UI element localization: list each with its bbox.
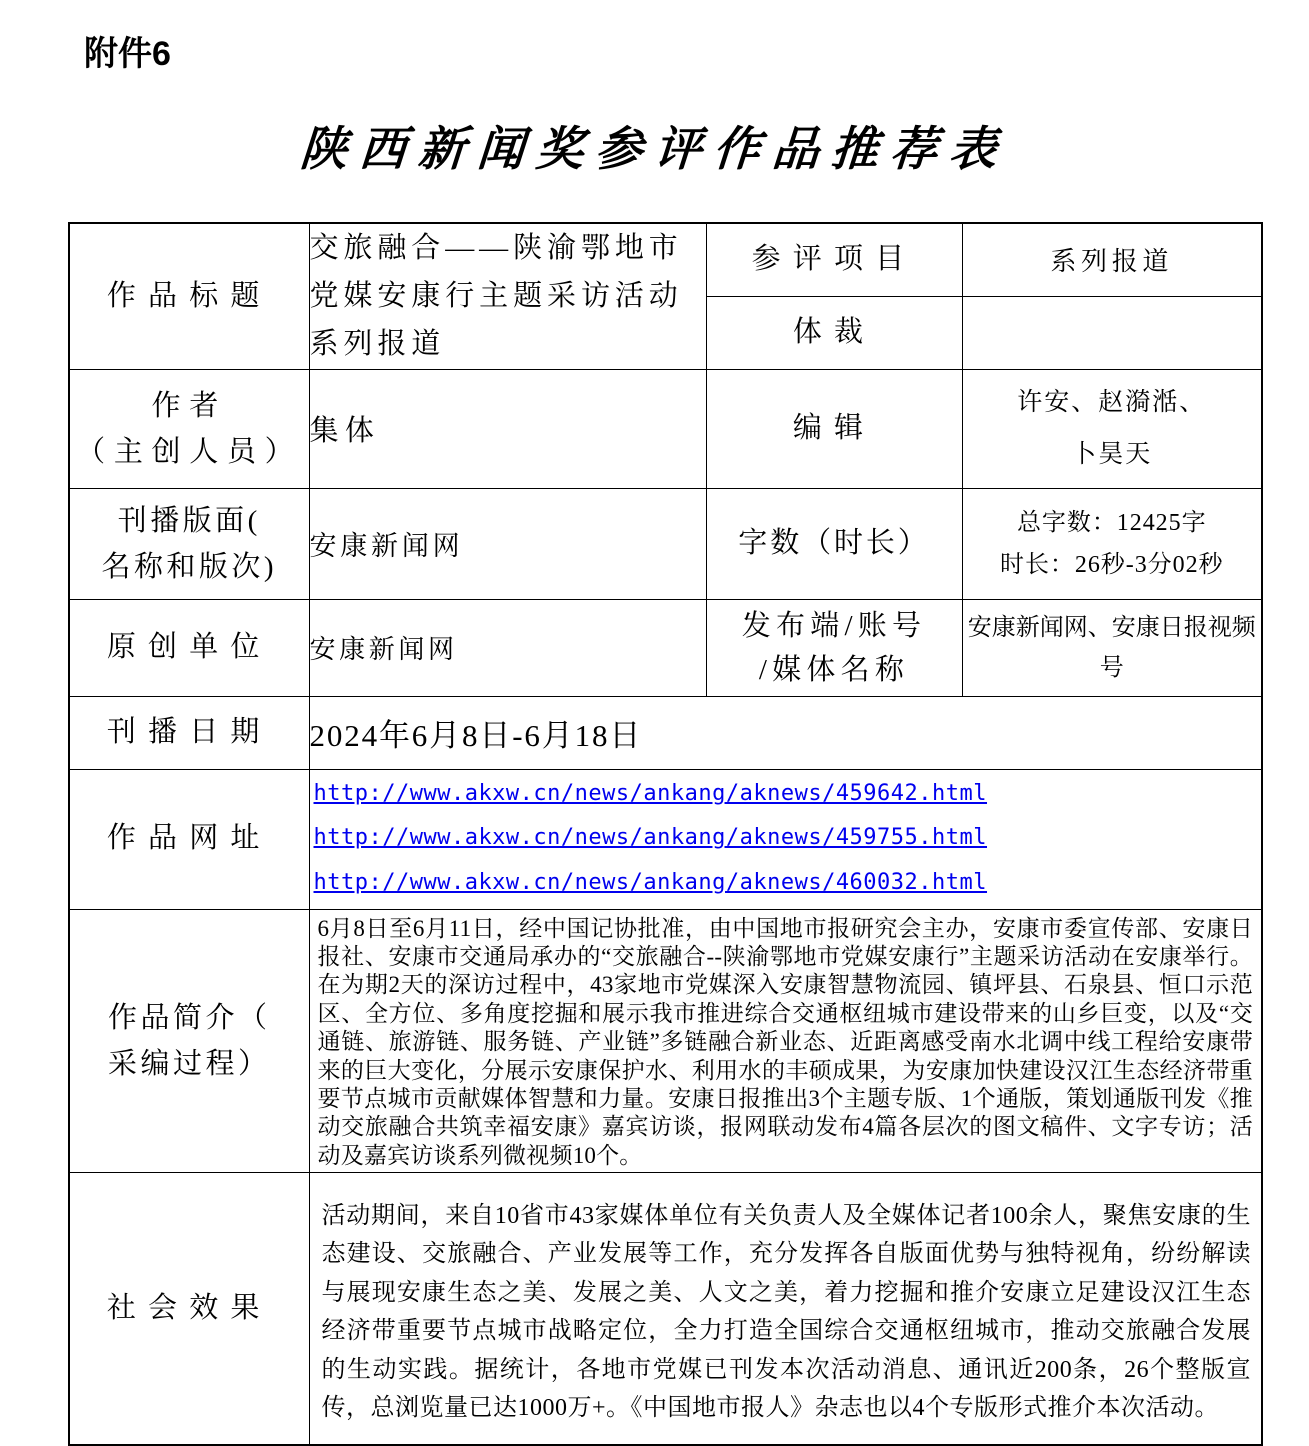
social-effect-text: 活动期间，来自10省市43家媒体单位有关负责人及全媒体记者100余人，聚焦安康的生态建设、交旅融合、产业发展等工作，充分发挥各自版面优势与独特视角，纷纷解读与展现安康生态之美、发展之美、人文之美，着力挖掘和推介安康立足建设汉江生态经济带重要节点城市战略定位，全力打造全国综合交通枢纽城市，推动交旅融合发展的生动实践。据统计，各地市党媒已刊发本次活动消息、通讯近200条，26个整版宣传，总浏览量已达1000万+。《中国地市报人》杂志也以4个专版形式推介本次活动。 (321, 1202, 1251, 1422)
genre-value (962, 296, 1262, 369)
editor-value-line2: 卜昊天 (1071, 440, 1153, 468)
attachment-label: 附件6 (84, 35, 171, 73)
publish-date-label: 刊播日期 (69, 696, 309, 769)
summary-label-line1: 作品简介（ (108, 1001, 271, 1034)
social-effect-label: 社会效果 (69, 1173, 309, 1445)
summary-label (69, 909, 309, 1173)
original-unit-value: 安康新闻网 (309, 599, 706, 696)
publish-channel-label-line1: 发布端/账号 (741, 609, 927, 642)
summary-cell (309, 909, 1262, 1173)
editor-value-line1: 许安、赵漪湉、 (1017, 388, 1207, 416)
publication-value: 安康新闻网 (309, 488, 706, 599)
work-urls-cell (309, 769, 1262, 909)
original-unit-label: 原创单位 (69, 599, 309, 696)
entry-item-label: 参评项目 (706, 223, 962, 296)
word-count-duration: 时长：26秒-3分02秒 (999, 551, 1224, 578)
publication-label-line1: 刊播版面( (117, 504, 261, 537)
work-urls-label: 作品网址 (69, 769, 309, 909)
work-url-link-3[interactable]: http://www.akxw.cn/news/ankang/aknews/460032.html (313, 869, 988, 895)
editor-value (962, 369, 1262, 488)
page-title: 陕西新闻奖参评作品推荐表 (298, 124, 1011, 176)
author-label (69, 369, 309, 488)
author-label-line1: 作者 (151, 389, 227, 422)
publish-channel-label-line2: /媒体名称 (758, 653, 910, 686)
summary-text: 6月8日至6月11日，经中国记协批准，由中国地市报研究会主办，安康市委宣传部、安康日报社、安康市交通局承办的“交旅融合--陕渝鄂地市党媒安康行”主题采访活动在安康举行。在为期2天的深访过程中，43家地市党媒深入安康智慧物流园、镇坪县、石泉县、恒口示范区、全方位、多角度挖掘和展示我市推进综合交通枢纽城市建设带来的山乡巨变，以及“交通链、旅游链、服务链、产业链”多链融合新业态、近距离感受南水北调中线工程给安康带来的巨大变化，分展示安康保护水、利用水的丰硕成果，为安康加快建设汉江生态经济带重要节点城市贡献媒体智慧和力量。安康日报推出3个主题专版、1个通版，策划通版刊发《推动交旅融合共筑幸福安康》嘉宾访谈，报网联动发布4篇各层次的图文稿件、文字专访；活动及嘉宾访谈系列微视频10个。 (317, 915, 1253, 1168)
word-count-value (962, 488, 1262, 599)
author-value: 集体 (309, 369, 706, 488)
work-url-link-1[interactable]: http://www.akxw.cn/news/ankang/aknews/459642.html (313, 781, 988, 807)
entry-item-value: 系列报道 (962, 223, 1262, 296)
publish-date-value: 2024年6月8日-6月18日 (309, 696, 1262, 769)
author-label-line2: （主创人员） (76, 435, 303, 468)
publish-channel-value: 安康新闻网、安康日报视频号 (962, 599, 1262, 696)
publish-channel-label (706, 599, 962, 696)
work-urls-list (310, 770, 1262, 909)
word-count-label: 字数（时长） (706, 488, 962, 599)
work-title-value: 交旅融合——陕渝鄂地市党媒安康行主题采访活动系列报道 (309, 223, 706, 369)
work-title-label: 作品标题 (69, 223, 309, 369)
recommendation-table (68, 222, 1263, 1446)
publication-label (69, 488, 309, 599)
summary-label-line2: 采编过程） (108, 1047, 271, 1080)
word-count-total: 总字数：12425字 (1016, 509, 1207, 536)
editor-label: 编辑 (706, 369, 962, 488)
social-effect-cell (309, 1173, 1262, 1445)
publication-label-line2: 名称和版次) (101, 550, 278, 583)
genre-label: 体裁 (706, 296, 962, 369)
work-url-link-2[interactable]: http://www.akxw.cn/news/ankang/aknews/459755.html (313, 825, 988, 851)
